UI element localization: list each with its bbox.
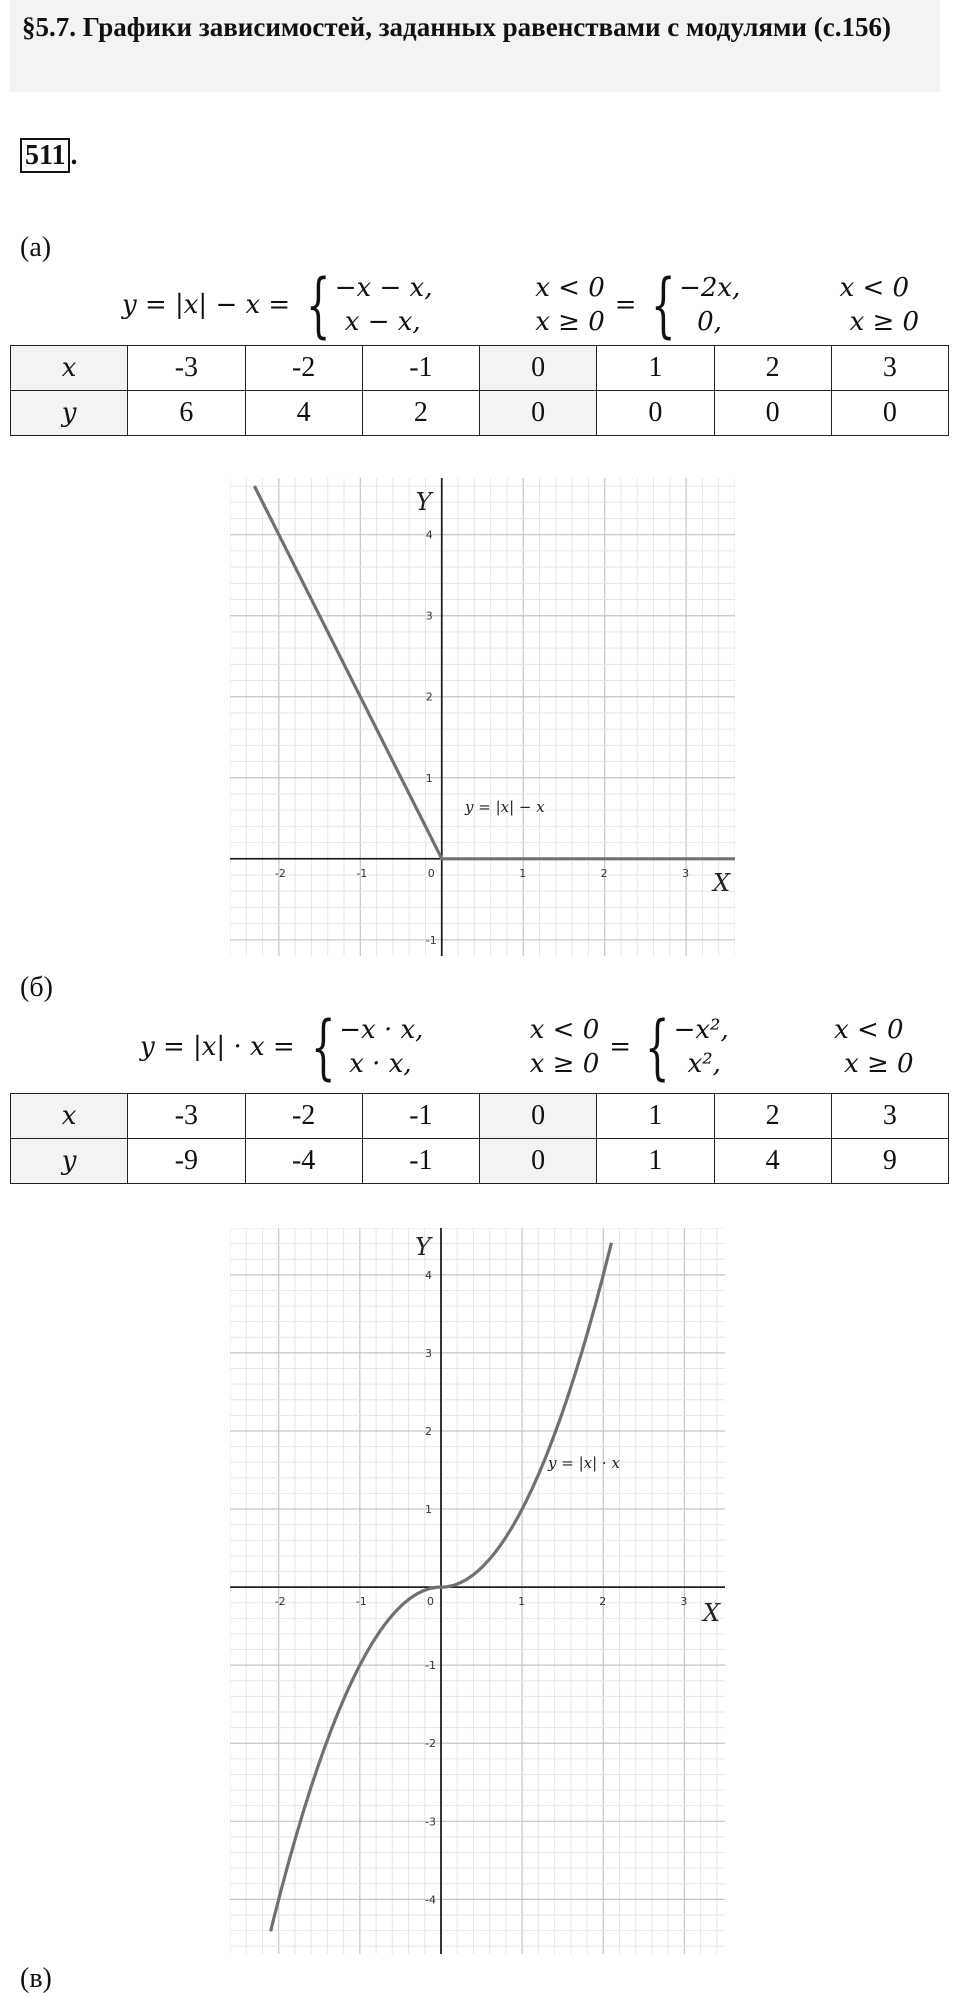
table-row-y — [11, 1139, 949, 1184]
section-title: §5.7. Графики зависимостей, заданных равенствами с модулями (с.156) — [22, 12, 891, 42]
table-cell: 0 — [480, 346, 597, 391]
y-tick-label: -3 — [424, 1815, 436, 1829]
table-cell: -3 — [128, 346, 245, 391]
case-cond: x < 0 — [839, 273, 910, 303]
case-expr: −x − x, — [334, 273, 433, 303]
curve-label: y = |x| − x — [465, 798, 545, 816]
case-expr: −2x, — [679, 273, 741, 303]
y-tick-label: 2 — [424, 1424, 432, 1438]
part-b-brace-2: { — [645, 1006, 670, 1088]
x-tick-label: 2 — [599, 1595, 607, 1609]
part-c-label: (в) — [20, 1963, 52, 1994]
table-cell: 0 — [480, 1139, 597, 1184]
table-cell: -4 — [245, 1139, 362, 1184]
table-header-y: y — [11, 1139, 128, 1184]
table-cell: 0 — [714, 391, 831, 436]
y-tick-label: 3 — [425, 609, 433, 623]
case-cond: x ≥ 0 — [849, 307, 920, 337]
problem-number-box: 511 — [20, 138, 70, 173]
table-cell: 4 — [245, 391, 362, 436]
table-cell: 0 — [480, 391, 597, 436]
x-tick-label: -2 — [274, 1595, 286, 1609]
case-expr: −x², — [673, 1015, 729, 1045]
x-tick-label: -2 — [274, 866, 286, 880]
y-tick-label: -1 — [425, 933, 437, 947]
table-header-y: y — [11, 391, 128, 436]
table-cell: 1 — [597, 346, 714, 391]
y-tick-label: 2 — [425, 690, 433, 704]
part-a-cases-1 — [335, 271, 605, 339]
y-axis-label: Y — [415, 488, 432, 516]
y-tick-label: 4 — [424, 1268, 432, 1282]
table-cell: 0 — [831, 391, 948, 436]
case-cond: x < 0 — [529, 1015, 600, 1045]
table-cell: -1 — [362, 346, 479, 391]
part-b-brace-1: { — [310, 1006, 336, 1088]
table-cell: 4 — [714, 1139, 831, 1184]
table-cell: 3 — [831, 346, 948, 391]
table-header-x: x — [11, 1094, 128, 1139]
x-tick-label: 2 — [600, 866, 608, 880]
problem-number-dot: . — [70, 140, 78, 171]
table-row-x — [11, 346, 949, 391]
part-a-label: (а) — [20, 232, 52, 263]
case-expr: x², — [687, 1049, 721, 1079]
part-b-formula-lhs: y = |x| · x = — [140, 1032, 295, 1062]
graph-a — [230, 478, 735, 956]
y-tick-label: -1 — [424, 1659, 436, 1673]
y-tick-label: 1 — [425, 771, 433, 785]
table-cell: -2 — [245, 1094, 362, 1139]
part-a-cases-2 — [679, 271, 919, 339]
x-tick-label: 1 — [518, 1595, 526, 1609]
part-a-brace-2: { — [650, 264, 676, 346]
y-tick-label: 3 — [424, 1346, 432, 1360]
part-b-values-table — [10, 1093, 949, 1184]
case-expr: −x · x, — [339, 1015, 424, 1045]
x-axis-label: X — [713, 868, 731, 897]
x-tick-label: 3 — [682, 866, 690, 880]
x-tick-label: 0 — [427, 866, 435, 880]
table-cell: 6 — [128, 391, 245, 436]
x-tick-label: 3 — [680, 1595, 688, 1609]
table-cell: -1 — [362, 1139, 479, 1184]
part-a-equals: = — [614, 290, 637, 320]
graph-b — [230, 1228, 725, 1954]
part-a-values-table — [10, 345, 949, 436]
y-tick-label: -4 — [424, 1893, 436, 1907]
x-tick-label: -1 — [355, 1595, 367, 1609]
x-tick-label: 0 — [426, 1595, 434, 1609]
y-tick-label: 1 — [424, 1503, 432, 1517]
part-b-label: (б) — [20, 972, 53, 1003]
table-cell: 1 — [597, 1139, 714, 1184]
table-row-y — [11, 391, 949, 436]
table-cell: -1 — [362, 1094, 479, 1139]
part-a-formula — [122, 264, 920, 346]
table-cell: 0 — [480, 1094, 597, 1139]
case-expr: x · x, — [349, 1049, 412, 1079]
case-expr: 0, — [697, 307, 722, 337]
table-row-x — [11, 1094, 949, 1139]
table-cell: -2 — [245, 346, 362, 391]
table-cell: 1 — [597, 1094, 714, 1139]
table-header-x: x — [11, 346, 128, 391]
table-cell: 0 — [597, 391, 714, 436]
case-cond: x < 0 — [535, 273, 605, 303]
curve-label: y = |x| · x — [548, 1454, 620, 1472]
case-cond: x ≥ 0 — [529, 1049, 600, 1079]
part-b-equals: = — [609, 1032, 632, 1062]
x-tick-label: -1 — [356, 866, 368, 880]
y-axis-label: Y — [414, 1233, 431, 1261]
table-cell: 2 — [362, 391, 479, 436]
x-axis-label: X — [703, 1599, 721, 1628]
table-cell: -3 — [128, 1094, 245, 1139]
case-expr: x − x, — [344, 307, 421, 337]
problem-number — [20, 140, 77, 172]
part-b-cases-1 — [339, 1013, 599, 1081]
y-tick-label: 4 — [425, 528, 433, 542]
table-cell: 2 — [714, 346, 831, 391]
table-cell: -9 — [128, 1139, 245, 1184]
case-cond: x ≥ 0 — [844, 1049, 914, 1079]
part-a-formula-lhs: y = |x| − x = — [122, 290, 291, 320]
table-cell: 2 — [714, 1094, 831, 1139]
table-cell: 3 — [831, 1094, 948, 1139]
part-b-formula — [140, 1006, 914, 1088]
part-b-cases-2 — [674, 1013, 914, 1081]
part-a-brace-1: { — [306, 264, 331, 346]
section-header — [10, 0, 940, 92]
case-cond: x ≥ 0 — [535, 307, 605, 337]
case-cond: x < 0 — [834, 1015, 904, 1045]
x-tick-label: 1 — [519, 866, 527, 880]
y-tick-label: -2 — [424, 1737, 436, 1751]
table-cell: 9 — [831, 1139, 948, 1184]
